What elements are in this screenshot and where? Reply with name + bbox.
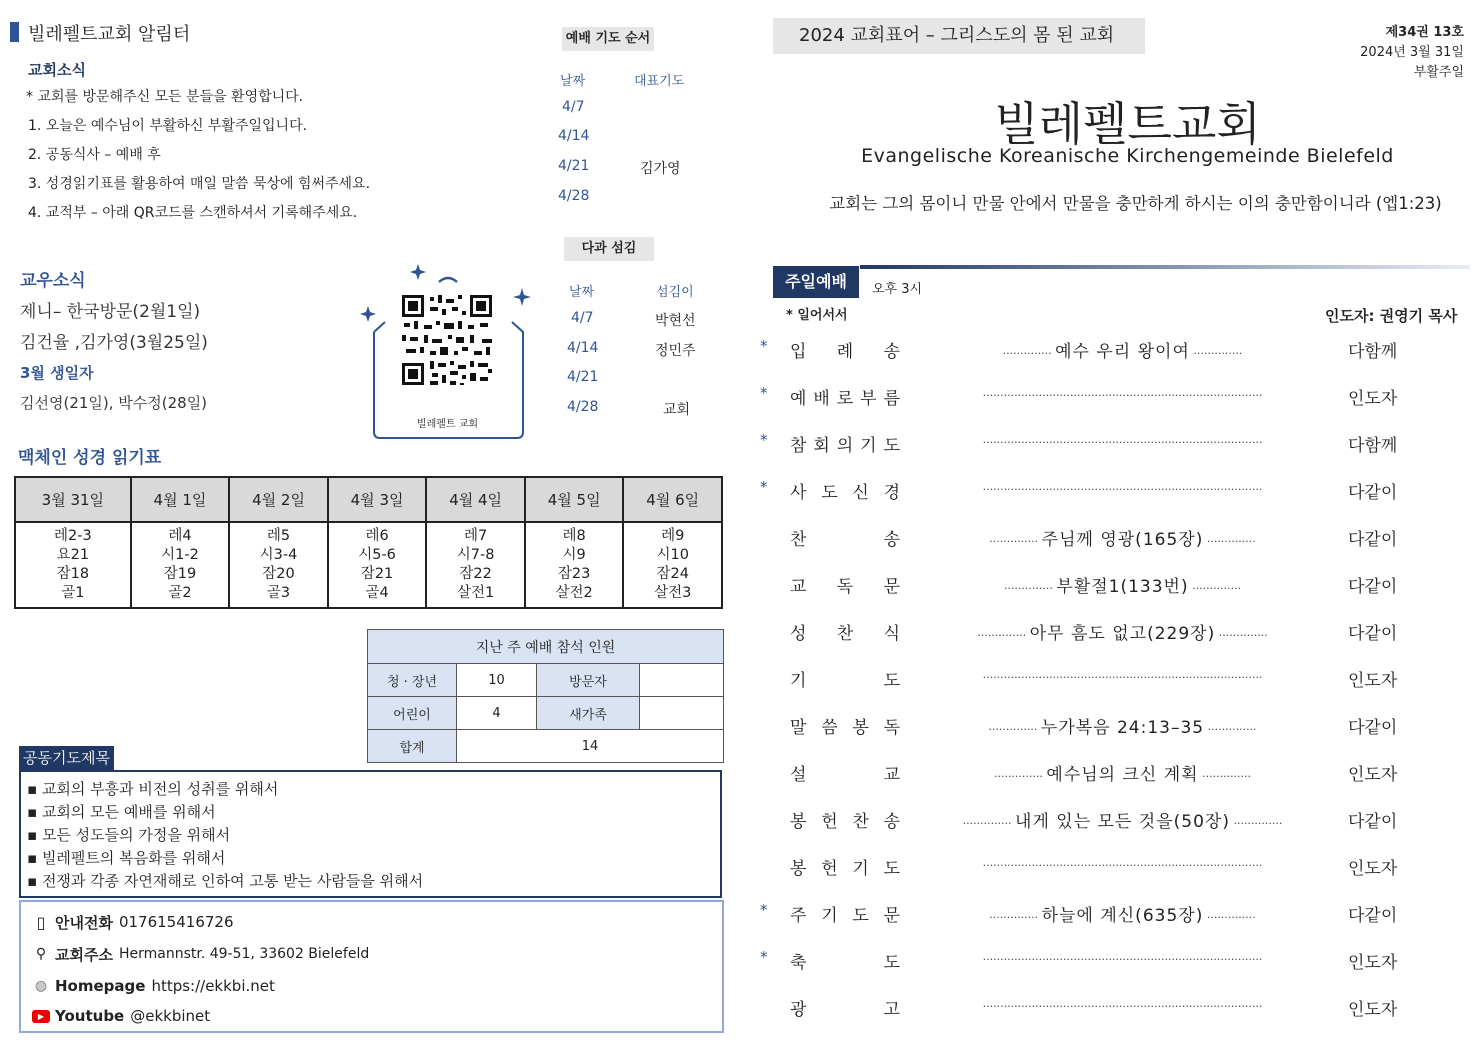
- order-name-char: 회: [813, 436, 830, 456]
- attendance-value: [640, 664, 724, 697]
- service-date: 4/21: [567, 369, 599, 385]
- contact-address: [27, 940, 722, 968]
- issue-number: 제34권 13호: [1385, 25, 1464, 40]
- worship-order-item: [760, 337, 1460, 367]
- order-name-char: 부: [860, 389, 877, 409]
- worship-order-item: [760, 948, 1460, 978]
- stand-marker: *: [760, 337, 768, 355]
- contact-link[interactable]: https://ekkbi.net: [151, 977, 275, 995]
- attendance-label: 어린이: [368, 697, 457, 730]
- order-name-char: 례: [836, 342, 854, 362]
- order-name: [790, 854, 900, 879]
- attendance-table: [367, 629, 724, 763]
- order-participant: 인도자: [1348, 389, 1398, 409]
- prayer-topic-text: 전쟁과 각종 자연재해로 인하여 고통 받는 사람들을 위해서: [41, 872, 424, 890]
- reading-line: 레6: [365, 528, 389, 544]
- order-name-char: 로: [836, 389, 854, 409]
- order-name-char: 헌: [821, 859, 838, 879]
- order-content: ················································································: [982, 1000, 1263, 1013]
- order-participant: 다함께: [1348, 436, 1398, 456]
- order-participant: 다같이: [1348, 624, 1398, 644]
- prayer-order-col-name: 대표기도: [634, 74, 685, 89]
- order-name-char: 름: [883, 389, 900, 409]
- church-news-item: 4. 교적부 – 아래 QR코드를 스캔하셔서 기록해주세요.: [28, 205, 358, 221]
- reading-cell: [229, 522, 328, 608]
- reading-line: 잠22: [459, 566, 492, 582]
- leader-info: 인도자: 권영기 목사: [1325, 307, 1458, 325]
- worship-order-item: [760, 854, 1460, 884]
- reading-line: 살전1: [456, 585, 495, 601]
- order-content: ················································································: [982, 671, 1263, 684]
- prayer-topic: ▪ 교회의 모든 예배를 위해서: [27, 803, 216, 821]
- reading-cell: [131, 522, 230, 608]
- reading-line: 시1-2: [161, 547, 199, 563]
- service-date: 4/7: [571, 310, 594, 326]
- contact-value[interactable]: 017615416726: [118, 913, 234, 931]
- order-name-char: 봉: [790, 812, 807, 832]
- reading-heading: 맥체인 성경 읽기표: [18, 448, 162, 468]
- reading-line: 시5-6: [358, 547, 396, 563]
- prayer-topic-text: 교회의 모든 예배를 위해서: [41, 803, 216, 821]
- order-name-char: 신: [852, 483, 869, 503]
- birthday-list: 김선영(21일), 박수정(28일): [20, 394, 208, 412]
- order-content: ·············· 하늘에 계신(635장) ··············: [989, 906, 1256, 926]
- reading-cell: [623, 522, 722, 608]
- church-name: 빌레펠트교회: [994, 97, 1261, 151]
- attendance-label: 새가족: [537, 697, 640, 730]
- attendance-label: 청 · 장년: [368, 664, 457, 697]
- order-name: [790, 760, 900, 785]
- worship-order-item: [760, 478, 1460, 508]
- stand-marker: *: [760, 431, 768, 449]
- theme-verse: 교회는 그의 몸이니 만물 안에서 만물을 충만하게 하시는 이의 충만함이니라 (엡1:23): [829, 194, 1442, 213]
- order-name-char: 기: [852, 859, 869, 879]
- contact-label: Homepage: [55, 977, 146, 995]
- reading-line: 잠20: [262, 566, 295, 582]
- prayer-topic: ▪ 모든 성도들의 가정을 위해서: [27, 826, 231, 844]
- issue-day: 부활주일: [1413, 65, 1464, 80]
- order-content: ················································································: [982, 483, 1263, 496]
- order-name-char: 예: [790, 389, 807, 409]
- member-news-heading: 교우소식: [20, 271, 86, 291]
- map-pin-icon: ⚲: [35, 946, 47, 962]
- reading-date: 4월 1일: [131, 477, 230, 522]
- order-name-char: 도: [852, 906, 869, 926]
- contact-homepage: [27, 972, 722, 1000]
- order-participant: 인도자: [1348, 859, 1398, 879]
- issue-date: 2024년 3월 31일: [1360, 45, 1464, 60]
- reading-date: 4월 3일: [328, 477, 427, 522]
- reading-line: 잠23: [557, 566, 591, 582]
- order-participant: 다같이: [1348, 718, 1398, 738]
- reading-line: 레9: [661, 528, 685, 544]
- reading-table: [14, 476, 723, 609]
- order-name-char: 헌: [821, 812, 838, 832]
- contact-link[interactable]: @ekkbinet: [130, 1007, 211, 1025]
- order-content-text: 누가복음 24:13–35: [1040, 718, 1205, 738]
- prayer-order-date: 4/14: [558, 128, 590, 144]
- attendance-value: 4: [457, 697, 537, 730]
- order-name-char: 경: [883, 483, 900, 503]
- service-col-name: 섬김이: [656, 285, 694, 300]
- birthday-heading: 3월 생일자: [20, 364, 94, 382]
- order-name-char: 말: [790, 718, 807, 738]
- attendance-value: 10: [457, 664, 537, 697]
- reading-line: 잠18: [56, 566, 90, 582]
- church-news-item: 2. 공동식사 – 예배 후: [28, 147, 161, 163]
- order-name-char: 입: [790, 342, 807, 362]
- order-name-char: 송: [883, 812, 900, 832]
- reading-line: 시10: [656, 547, 689, 563]
- worship-time: 오후 3시: [872, 282, 923, 297]
- reading-line: 잠21: [360, 566, 394, 582]
- order-name-char: 기: [860, 436, 877, 456]
- stand-marker: *: [760, 901, 768, 919]
- reading-line: 레2-3: [54, 528, 92, 544]
- reading-line: 골2: [168, 585, 192, 601]
- reading-line: 시7-8: [456, 547, 495, 563]
- qr-card[interactable]: [360, 262, 535, 444]
- reading-line: 레5: [266, 528, 291, 544]
- attendance-label: 방문자: [537, 664, 640, 697]
- prayer-order-date: 4/7: [562, 99, 585, 115]
- reading-line: 레4: [168, 528, 192, 544]
- member-news-item: 김건율 ,김가영(3월25일): [20, 333, 208, 353]
- member-news-item: 제니– 한국방문(2월1일): [20, 302, 201, 322]
- order-name: [790, 807, 900, 832]
- stand-note: * 일어서서: [786, 308, 848, 323]
- worship-order-item: [760, 713, 1460, 743]
- prayer-topic: ▪ 빌레펠트의 복음화를 위해서: [27, 849, 226, 867]
- church-name-german: Evangelische Koreanische Kirchengemeinde Bielefeld: [861, 145, 1394, 167]
- youtube-icon: ▶: [27, 1010, 55, 1023]
- reading-line: 골3: [266, 585, 291, 601]
- order-name: [790, 713, 900, 738]
- prayer-order-date: 4/21: [558, 158, 590, 174]
- contact-phone: [27, 908, 722, 936]
- prayer-topic: ▪ 교회의 부흥과 비전의 성취를 위해서: [27, 780, 279, 798]
- worship-order-item: [760, 666, 1460, 696]
- reading-line: 살전3: [654, 585, 692, 601]
- prayer-topic-text: 모든 성도들의 가정을 위해서: [41, 826, 231, 844]
- church-news-heading: 교회소식: [28, 61, 86, 79]
- order-content: ·············· 예수님의 크신 계획 ··············: [993, 765, 1252, 785]
- title-bar-accent: [10, 22, 19, 42]
- order-name-char: 기: [821, 906, 838, 926]
- stand-marker: *: [760, 384, 768, 402]
- worship-order-item: [760, 431, 1460, 461]
- reading-line: 골1: [61, 585, 85, 601]
- order-name-char: 봉: [790, 859, 807, 879]
- worship-divider: [860, 265, 1470, 269]
- prayer-order-date: 4/28: [558, 188, 590, 204]
- prayer-order-col-date: 날짜: [560, 74, 586, 89]
- order-content-text: 주님께 영광(165장): [1041, 530, 1204, 550]
- reading-line: 시9: [562, 547, 586, 563]
- church-news-list: [28, 86, 370, 231]
- order-name: [790, 619, 900, 644]
- order-content: ················································································: [982, 436, 1263, 449]
- yearly-motto: 2024 교회표어 – 그리스도의 몸 된 교회: [773, 18, 1145, 54]
- worship-order-item: [760, 807, 1460, 837]
- order-name: [790, 384, 900, 409]
- qr-caption: 빌레펠트 교회: [416, 419, 479, 430]
- order-name-char: 도: [883, 859, 900, 879]
- contact-value: Hermannstr. 49-51, 33602 Bielefeld: [118, 946, 370, 962]
- church-news-item: 1. 오늘은 예수님이 부활하신 부활주일입니다.: [28, 118, 308, 134]
- reading-cell: [426, 522, 525, 608]
- order-name: [790, 478, 900, 503]
- order-name-char: 도: [821, 483, 838, 503]
- contact-youtube: [27, 1002, 722, 1030]
- issue-info: [1360, 23, 1464, 83]
- order-name-char: 성: [790, 624, 807, 644]
- worship-order-item: [760, 995, 1460, 1025]
- prayer-order-name: 김가영: [640, 161, 681, 177]
- church-news-item: 3. 성경읽기표를 활용하여 매일 말씀 묵상에 힘써주세요.: [28, 176, 371, 192]
- order-participant: 인도자: [1348, 953, 1398, 973]
- reading-date: 3월 31일: [15, 477, 131, 522]
- order-participant: 다같이: [1348, 906, 1398, 926]
- order-content: ················································································: [982, 859, 1263, 872]
- order-name-char: 식: [883, 624, 900, 644]
- order-name: [790, 337, 900, 362]
- order-name-char: 송: [883, 342, 900, 362]
- worship-order-item: [760, 572, 1460, 602]
- order-participant: 다같이: [1348, 530, 1398, 550]
- order-name-char: 고: [883, 1000, 900, 1020]
- order-content: ·············· 내게 있는 모든 것을(50장) ··············: [962, 812, 1283, 832]
- prayer-topic-text: 교회의 부흥과 비전의 성취를 위해서: [41, 780, 279, 798]
- reading-date: 4월 2일: [229, 477, 328, 522]
- order-content: ·············· 예수 우리 왕이여 ··············: [1002, 342, 1243, 362]
- attendance-label: 합계: [368, 730, 457, 763]
- order-participant: 다같이: [1348, 812, 1398, 832]
- reading-line: 골4: [365, 585, 389, 601]
- contact-label: Youtube: [55, 1007, 125, 1025]
- order-name-char: 주: [790, 906, 807, 926]
- order-participant: 다같이: [1348, 483, 1398, 503]
- order-name-char: 찬: [790, 530, 807, 550]
- worship-order-item: [760, 619, 1460, 649]
- order-name-char: 문: [883, 906, 900, 926]
- service-date: 4/28: [567, 399, 599, 415]
- order-name-char: 도: [883, 953, 900, 973]
- bulletin-section-title: 빌레펠트교회 알림터: [28, 24, 191, 45]
- order-name-char: 설: [790, 765, 807, 785]
- prayer-order-heading: 예배 기도 순서: [562, 27, 654, 51]
- order-name-char: 도: [883, 436, 900, 456]
- order-participant: 다함께: [1348, 342, 1398, 362]
- order-name-char: 독: [883, 718, 900, 738]
- stand-marker: *: [760, 948, 768, 966]
- reading-date: 4월 5일: [525, 477, 624, 522]
- order-name-char: 찬: [852, 812, 869, 832]
- worship-heading: 주일예배: [773, 266, 859, 298]
- attendance-value: [640, 697, 724, 730]
- phone-icon: ▯: [36, 912, 46, 932]
- service-col-date: 날짜: [569, 285, 595, 300]
- reading-date: 4월 6일: [623, 477, 722, 522]
- order-participant: 인도자: [1348, 671, 1398, 691]
- order-content-text: 부활절1(133번): [1056, 577, 1189, 597]
- worship-order-item: [760, 384, 1460, 414]
- order-content: ·············· 부활절1(133번) ··············: [1003, 577, 1242, 597]
- order-name: [790, 901, 900, 926]
- reading-line: 레7: [464, 528, 488, 544]
- order-content: ·············· 아무 흠도 없고(229장) ··············: [977, 624, 1268, 644]
- order-name-char: 송: [883, 530, 900, 550]
- order-name-char: 문: [883, 577, 900, 597]
- service-heading: 다과 섬김: [564, 237, 654, 261]
- order-name-char: 사: [790, 483, 807, 503]
- reading-line: 시3-4: [259, 547, 298, 563]
- order-content-text: 하늘에 계신(635장): [1041, 906, 1204, 926]
- order-name-char: 씀: [821, 718, 838, 738]
- church-news-item: * 교회를 방문해주신 모든 분들을 환영합니다.: [26, 89, 304, 105]
- order-name: [790, 995, 900, 1020]
- order-content: ················································································: [982, 953, 1263, 966]
- order-content-text: 내게 있는 모든 것을(50장): [1015, 812, 1230, 832]
- order-name-char: 봉: [852, 718, 869, 738]
- contact-box: [19, 900, 724, 1033]
- order-content-text: 예수 우리 왕이여: [1055, 342, 1190, 362]
- order-name-char: 독: [836, 577, 854, 597]
- order-name: [790, 948, 900, 973]
- reading-line: 레8: [562, 528, 586, 544]
- reading-cell: [328, 522, 427, 608]
- order-name-char: 교: [790, 577, 807, 597]
- order-participant: 인도자: [1348, 1000, 1398, 1020]
- order-name: [790, 572, 900, 597]
- worship-order-item: [760, 760, 1460, 790]
- contact-label: 안내전화: [55, 913, 113, 932]
- order-participant: 다같이: [1348, 577, 1398, 597]
- order-name-char: 축: [790, 953, 807, 973]
- order-content: ················································································: [982, 389, 1263, 402]
- attendance-total: 14: [457, 730, 724, 763]
- reading-cell: [525, 522, 624, 608]
- worship-order-item: [760, 901, 1460, 931]
- order-name: [790, 525, 900, 550]
- prayer-topic: ▪ 전쟁과 각종 자연재해로 인하여 고통 받는 사람들을 위해서: [27, 872, 424, 890]
- order-name-char: 광: [790, 1000, 807, 1020]
- service-name: 교회: [663, 402, 691, 418]
- order-name-char: 교: [883, 765, 900, 785]
- attendance-title: 지난 주 예배 참석 인원: [368, 630, 724, 664]
- service-name: 박현선: [655, 313, 696, 329]
- order-content-text: 아무 흠도 없고(229장): [1029, 624, 1216, 644]
- order-name-char: 도: [883, 671, 900, 691]
- worship-order-item: [760, 525, 1460, 555]
- service-name: 정민주: [655, 343, 696, 359]
- order-participant: 인도자: [1348, 765, 1398, 785]
- prayer-topics-heading: 공동기도제목: [19, 746, 114, 770]
- order-name-char: 기: [790, 671, 807, 691]
- order-name-char: 배: [813, 389, 830, 409]
- reading-line: 요21: [56, 547, 90, 563]
- globe-icon: ◍: [34, 978, 48, 994]
- reading-line: 살전2: [555, 585, 593, 601]
- order-content: ·············· 주님께 영광(165장) ··············: [989, 530, 1256, 550]
- order-name: [790, 666, 900, 691]
- reading-line: 잠24: [656, 566, 689, 582]
- service-date: 4/14: [567, 340, 599, 356]
- reading-cell: [15, 522, 131, 608]
- prayer-topic-text: 빌레펠트의 복음화를 위해서: [41, 849, 226, 867]
- contact-label: 교회주소: [55, 945, 113, 964]
- prayer-topics-box: [19, 770, 722, 898]
- order-content: ·············· 누가복음 24:13–35 ··············: [988, 718, 1257, 738]
- reading-date: 4월 4일: [426, 477, 525, 522]
- stand-marker: *: [760, 478, 768, 496]
- order-name-char: 참: [790, 436, 807, 456]
- order-name-char: 찬: [836, 624, 854, 644]
- order-name: [790, 431, 900, 456]
- order-name-char: 의: [836, 436, 854, 456]
- reading-line: 잠19: [163, 566, 197, 582]
- order-content-text: 예수님의 크신 계획: [1046, 765, 1199, 785]
